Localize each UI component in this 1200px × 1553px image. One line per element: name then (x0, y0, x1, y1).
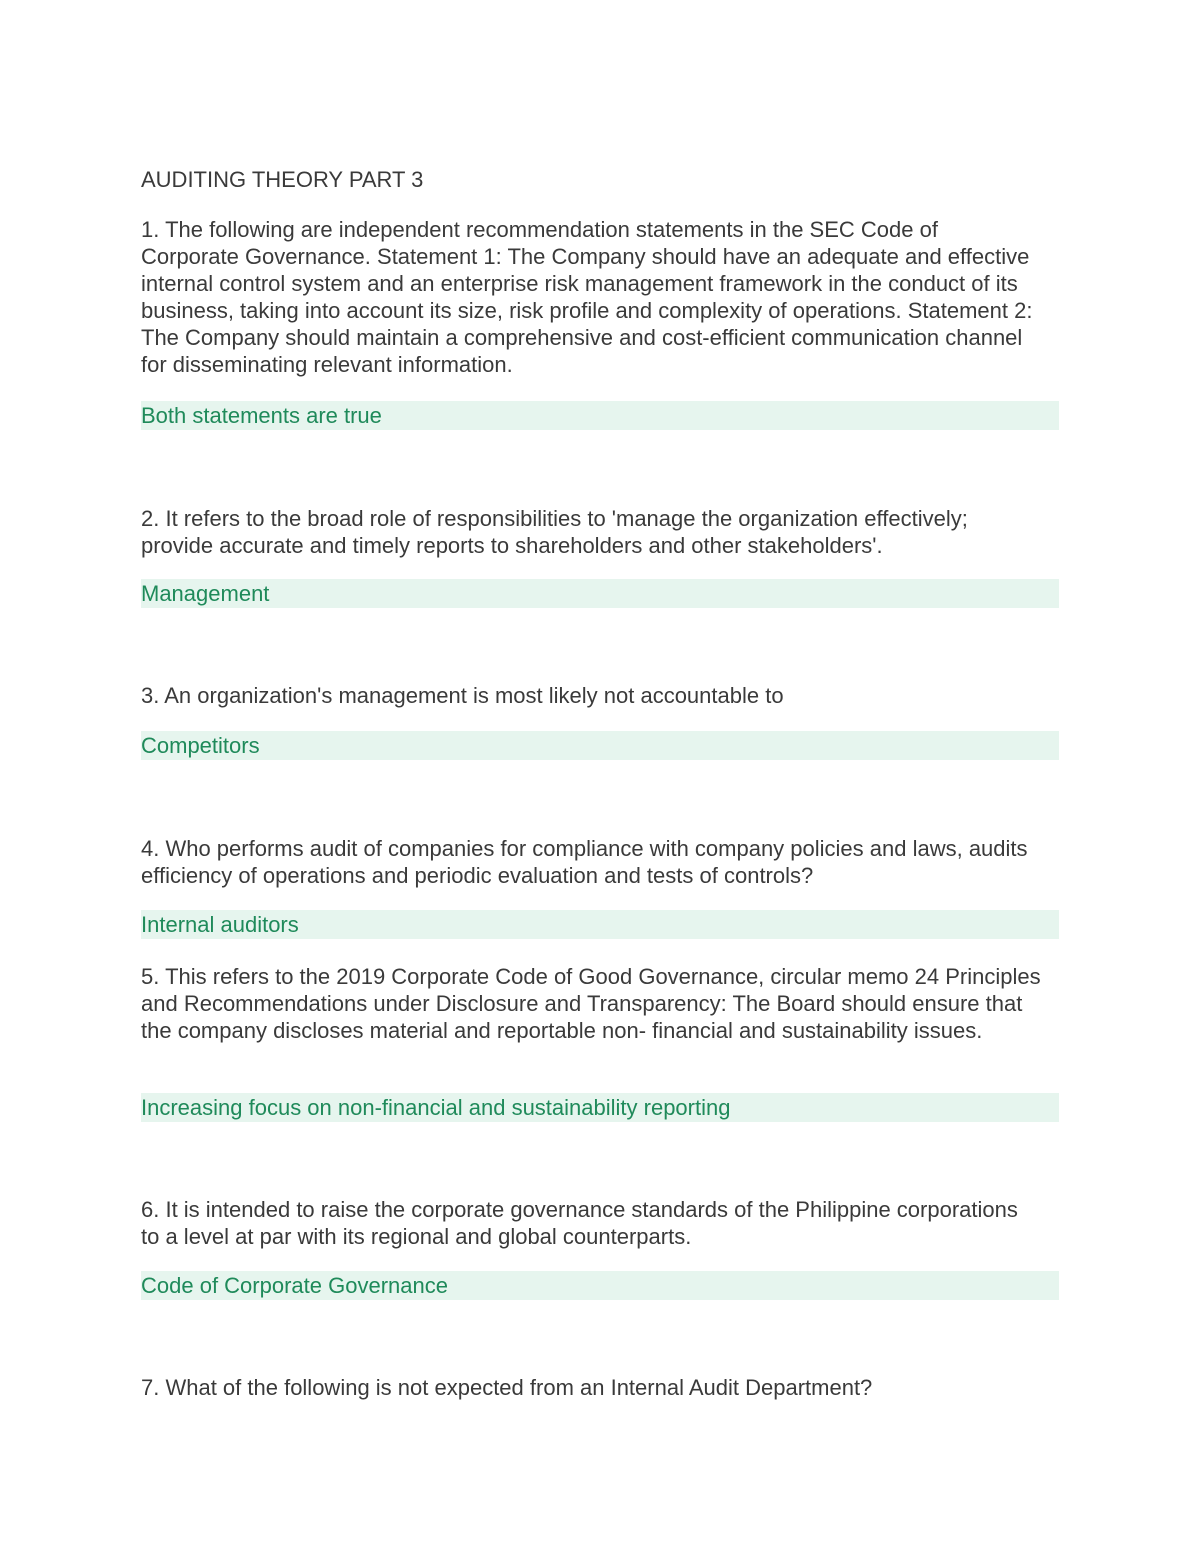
document-title: AUDITING THEORY PART 3 (141, 167, 424, 192)
answer-6: Code of Corporate Governance (141, 1271, 1059, 1300)
question-1: 1. The following are independent recommendation statements in the SEC Code of Corporate Governance. Statement 1: The Company should have an adequate and effective internal control system and an enterprise risk management framework in the conduct of its business, taking into account its size, risk profile and complexity of operations. Statement 2: The Company should maintain a comprehensive and cost-efficient communication channel for disseminating relevant information. (141, 217, 1033, 377)
question-2: 2. It refers to the broad role of responsibilities to 'manage the organization effectively; provide accurate and timely reports to shareholders and other stakeholders'. (141, 506, 968, 558)
question-6: 6. It is intended to raise the corporate governance standards of the Philippine corporations to a level at par with its regional and global counterparts. (141, 1197, 1018, 1249)
answer-2: Management (141, 579, 1059, 608)
question-3: 3. An organization's management is most likely not accountable to (141, 683, 784, 708)
question-7: 7. What of the following is not expected from an Internal Audit Department? (141, 1375, 873, 1400)
answer-4: Internal auditors (141, 910, 1059, 939)
question-5: 5. This refers to the 2019 Corporate Code of Good Governance, circular memo 24 Principles and Recommendations under Disclosure and Transparency: The Board should ensure that the company discloses material and reportable non- financial and sustainability issues. (141, 964, 1041, 1043)
question-4: 4. Who performs audit of companies for compliance with company policies and laws, audits efficiency of operations and periodic evaluation and tests of controls? (141, 836, 1028, 888)
answer-5: Increasing focus on non-financial and sustainability reporting (141, 1093, 1059, 1122)
answer-3: Competitors (141, 731, 1059, 760)
answer-1: Both statements are true (141, 401, 1059, 430)
